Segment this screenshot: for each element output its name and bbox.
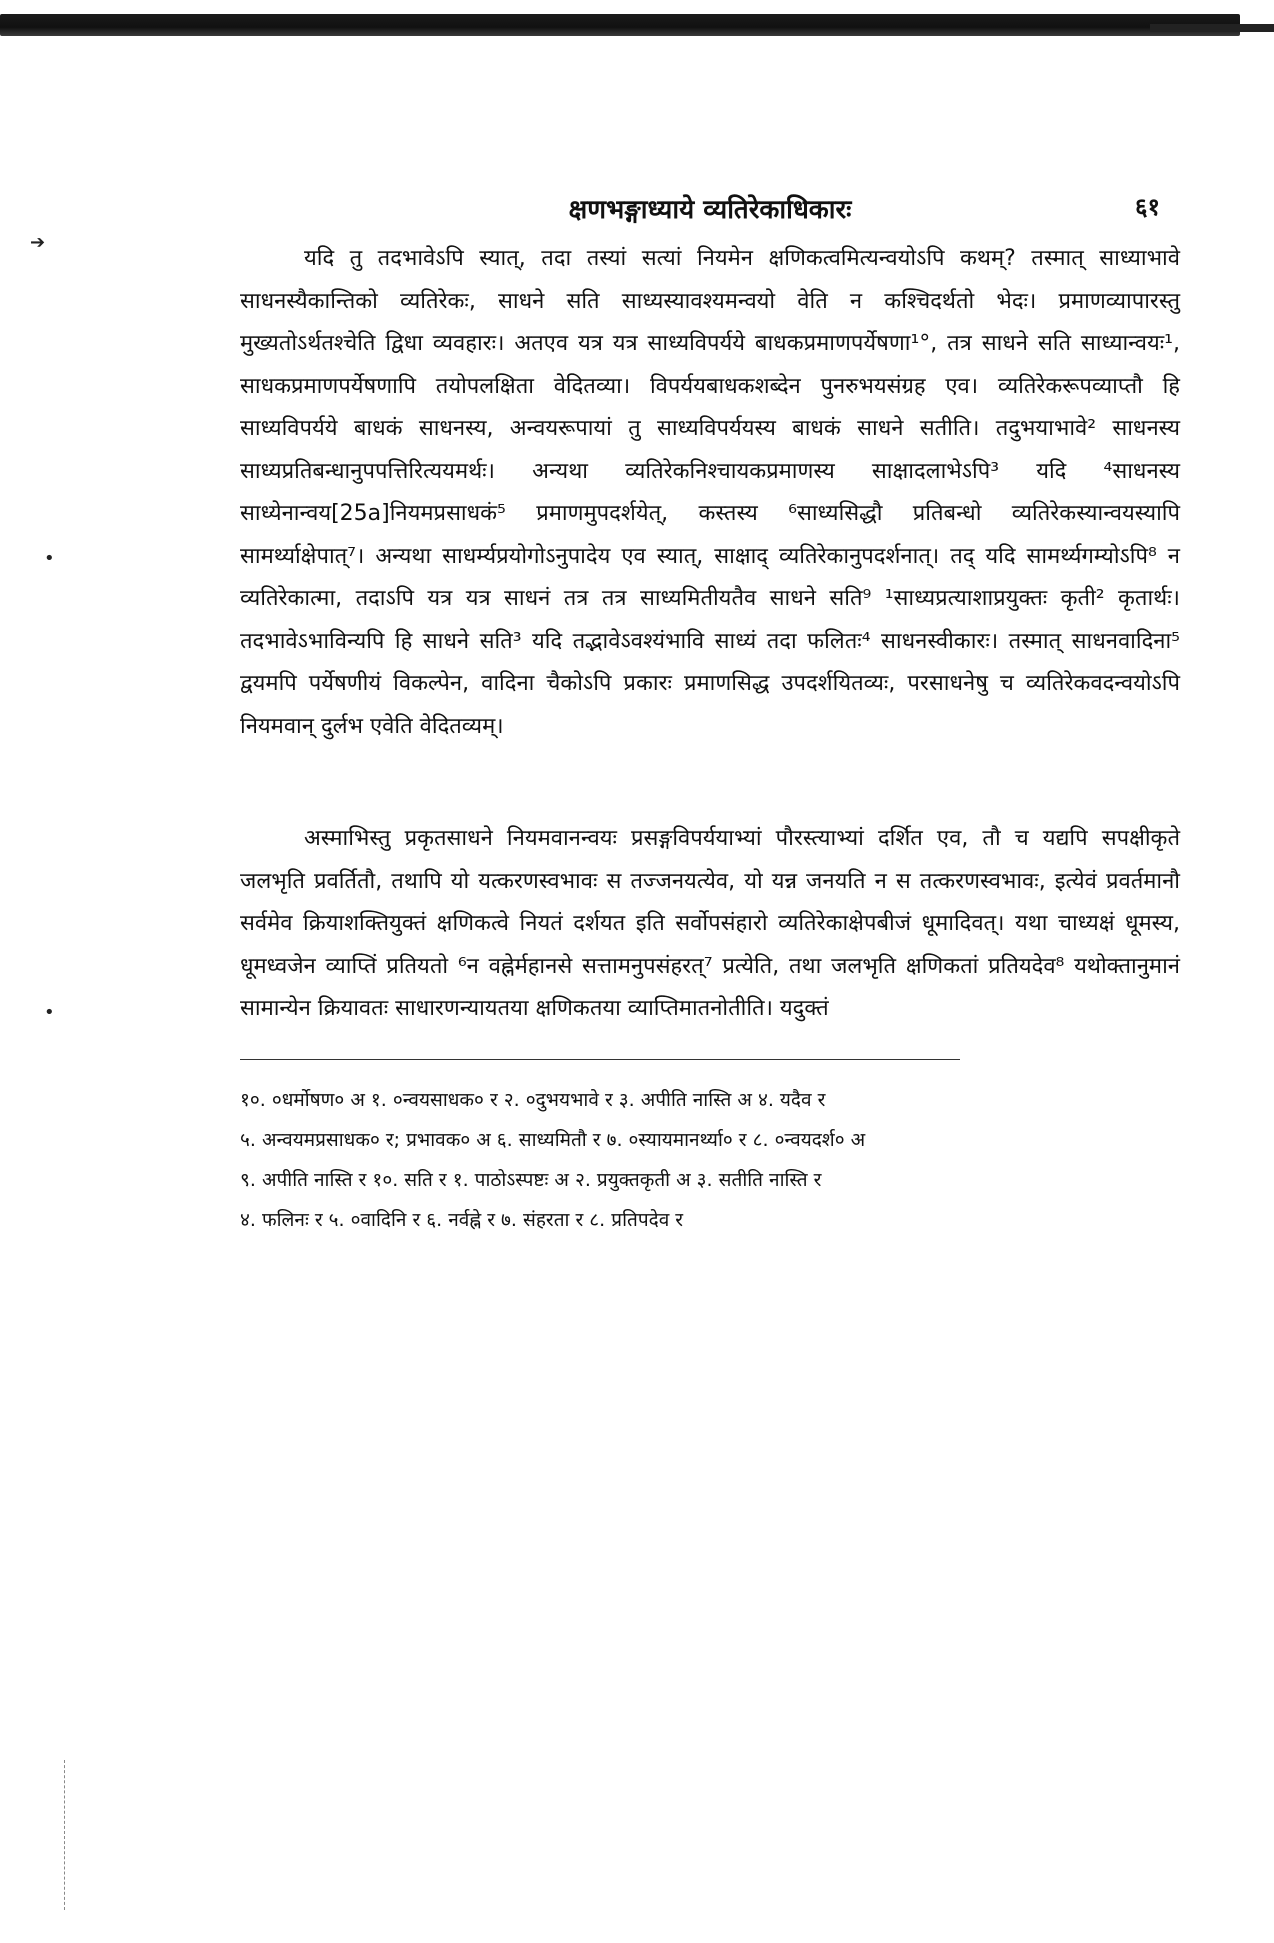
running-title: क्षणभङ्गाध्याये व्यतिरेकाधिकारः xyxy=(568,195,852,225)
page-body xyxy=(240,190,1180,1910)
footnote-line: १०. ०धर्मोषण० अ १. ०न्वयसाधक० र २. ०दुभयभावे र ३. अपीति नास्ति अ ४. यदैव र xyxy=(240,1088,826,1111)
margin-dot: • xyxy=(44,1002,55,1023)
paragraph-gap xyxy=(240,748,1180,818)
scan-top-edge xyxy=(0,14,1240,36)
footnote-line: ९. अपीति नास्ति र १०. सति र १. पाठोऽस्पष्टः अ २. प्रयुक्तकृती अ ३. सतीति नास्ति र xyxy=(240,1168,822,1191)
footnote-divider xyxy=(240,1059,960,1060)
margin-dot: • xyxy=(44,548,55,569)
margin-arrow: ➔ xyxy=(30,232,46,253)
scan-top-edge-tail xyxy=(1150,24,1274,32)
paragraph-1: यदि तु तदभावेऽपि स्यात्, तदा तस्यां सत्यां नियमेन क्षणिकत्वमित्यन्वयोऽपि कथम्? तस्मात् साध्याभावे साधनस्यैकान्तिको व्यतिरेकः, साधने सति साध्यस्यावश्यमन्वयो वेति न कश्चिदर्थतो भेदः। प्रमाणव्यापारस्तु मुख्यतोऽर्थतश्चेति द्विधा व्यवहारः। अतएव यत्र यत्र साध्यविपर्यये बाधकप्रमाणपर्येषणा¹°, तत्र साधने सति साध्यान्वयः¹, साधकप्रमाणपर्येषणापि तयोपलक्षिता वेदितव्या। विपर्ययबाधकशब्देन पुनरुभयसंग्रह एव। व्यतिरेकरूपव्याप्तौ हि साध्यविपर्यये बाधकं साधनस्य, अन्वयरूपायां तु साध्यविपर्ययस्य बाधकं साधने सतीति। तदुभयाभावे² साधनस्य साध्यप्रतिबन्धानुपपत्तिरित्ययमर्थः। अन्यथा व्यतिरेकनिश्चायकप्रमाणस्य साक्षादलाभेऽपि³ यदि ⁴साधनस्य साध्येनान्वय[25a]नियमप्रसाधकं⁵ प्रमाणमुपदर्शयेत्, कस्तस्य ⁶साध्यसिद्धौ प्रतिबन्धो व्यतिरेकस्यान्वयस्यापि सामर्थ्याक्षेपात्⁷। अन्यथा साधर्म्यप्रयोगोऽनुपादेय एव स्यात्, साक्षाद् व्यतिरेकानुपदर्शनात्। तद् यदि सामर्थ्यगम्योऽपि⁸ न व्यतिरेकात्मा, तदाऽपि यत्र यत्र साधनं तत्र तत्र साध्यमितीयतैव साधने सति⁹ ¹साध्यप्रत्याशाप्रयुक्तः कृती² कृतार्थः। तदभावेऽभाविन्यपि हि साधने सति³ यदि तद्भावेऽवश्यंभावि साध्यं तदा फलितः⁴ साधनस्वीकारः। तस्मात् साधनवादिना⁵ द्वयमपि पर्येषणीयं विकल्पेन, वादिना चैकोऽपि प्रकारः प्रमाणसिद्ध उपदर्शयितव्यः, परसाधनेषु च व्यतिरेकवदन्वयोऽपि नियमवान् दुर्लभ एवेति वेदितव्यम्। xyxy=(240,246,1180,739)
page-number: ६१ xyxy=(1135,193,1160,221)
paragraph-2: अस्माभिस्तु प्रकृतसाधने नियमवानन्वयः प्रसङ्गविपर्ययाभ्यां पौरस्त्याभ्यां दर्शित एव, तौ च यद्यपि सपक्षीकृते जलभृति प्रवर्तितौ, तथापि यो यत्करणस्वभावः स तज्जनयत्येव, यो यन्न जनयति न स तत्करणस्वभावः, इत्येवं प्रवर्तमानौ सर्वमेव क्रियाशक्तियुक्तं क्षणिकत्वे नियतं दर्शयत इति सर्वोपसंहारो व्यतिरेकाक्षेपबीजं धूमादिवत्। यथा चाध्यक्षं धूमस्य, धूमध्वजेन व्याप्तिं प्रतियतो ⁶न वह्नेर्महानसे सत्तामनुपसंहरत्⁷ प्रत्येति, तथा जलभृति क्षणिकतां प्रतियदेव⁸ यथोक्तानुमानं सामान्येन क्रियावतः साधारणन्यायतया क्षणिकतया व्याप्तिमातनोतीति। यदुक्तं xyxy=(240,826,1180,1021)
running-header xyxy=(240,190,1180,238)
footnote-line: ४. फलिनः र ५. ०वादिनि र ६. नर्वह्ने र ७. संहरता र ८. प्रतिपदेव र xyxy=(240,1208,684,1231)
footnotes xyxy=(240,1080,1180,1240)
margin-binding-line xyxy=(64,1760,66,1910)
footnote-line: ५. अन्वयमप्रसाधक० र; प्रभावक० अ ६. साध्यमितौ र ७. ०स्यायमानर्थ्या० र ८. ०न्वयदर्श० अ xyxy=(240,1128,866,1151)
